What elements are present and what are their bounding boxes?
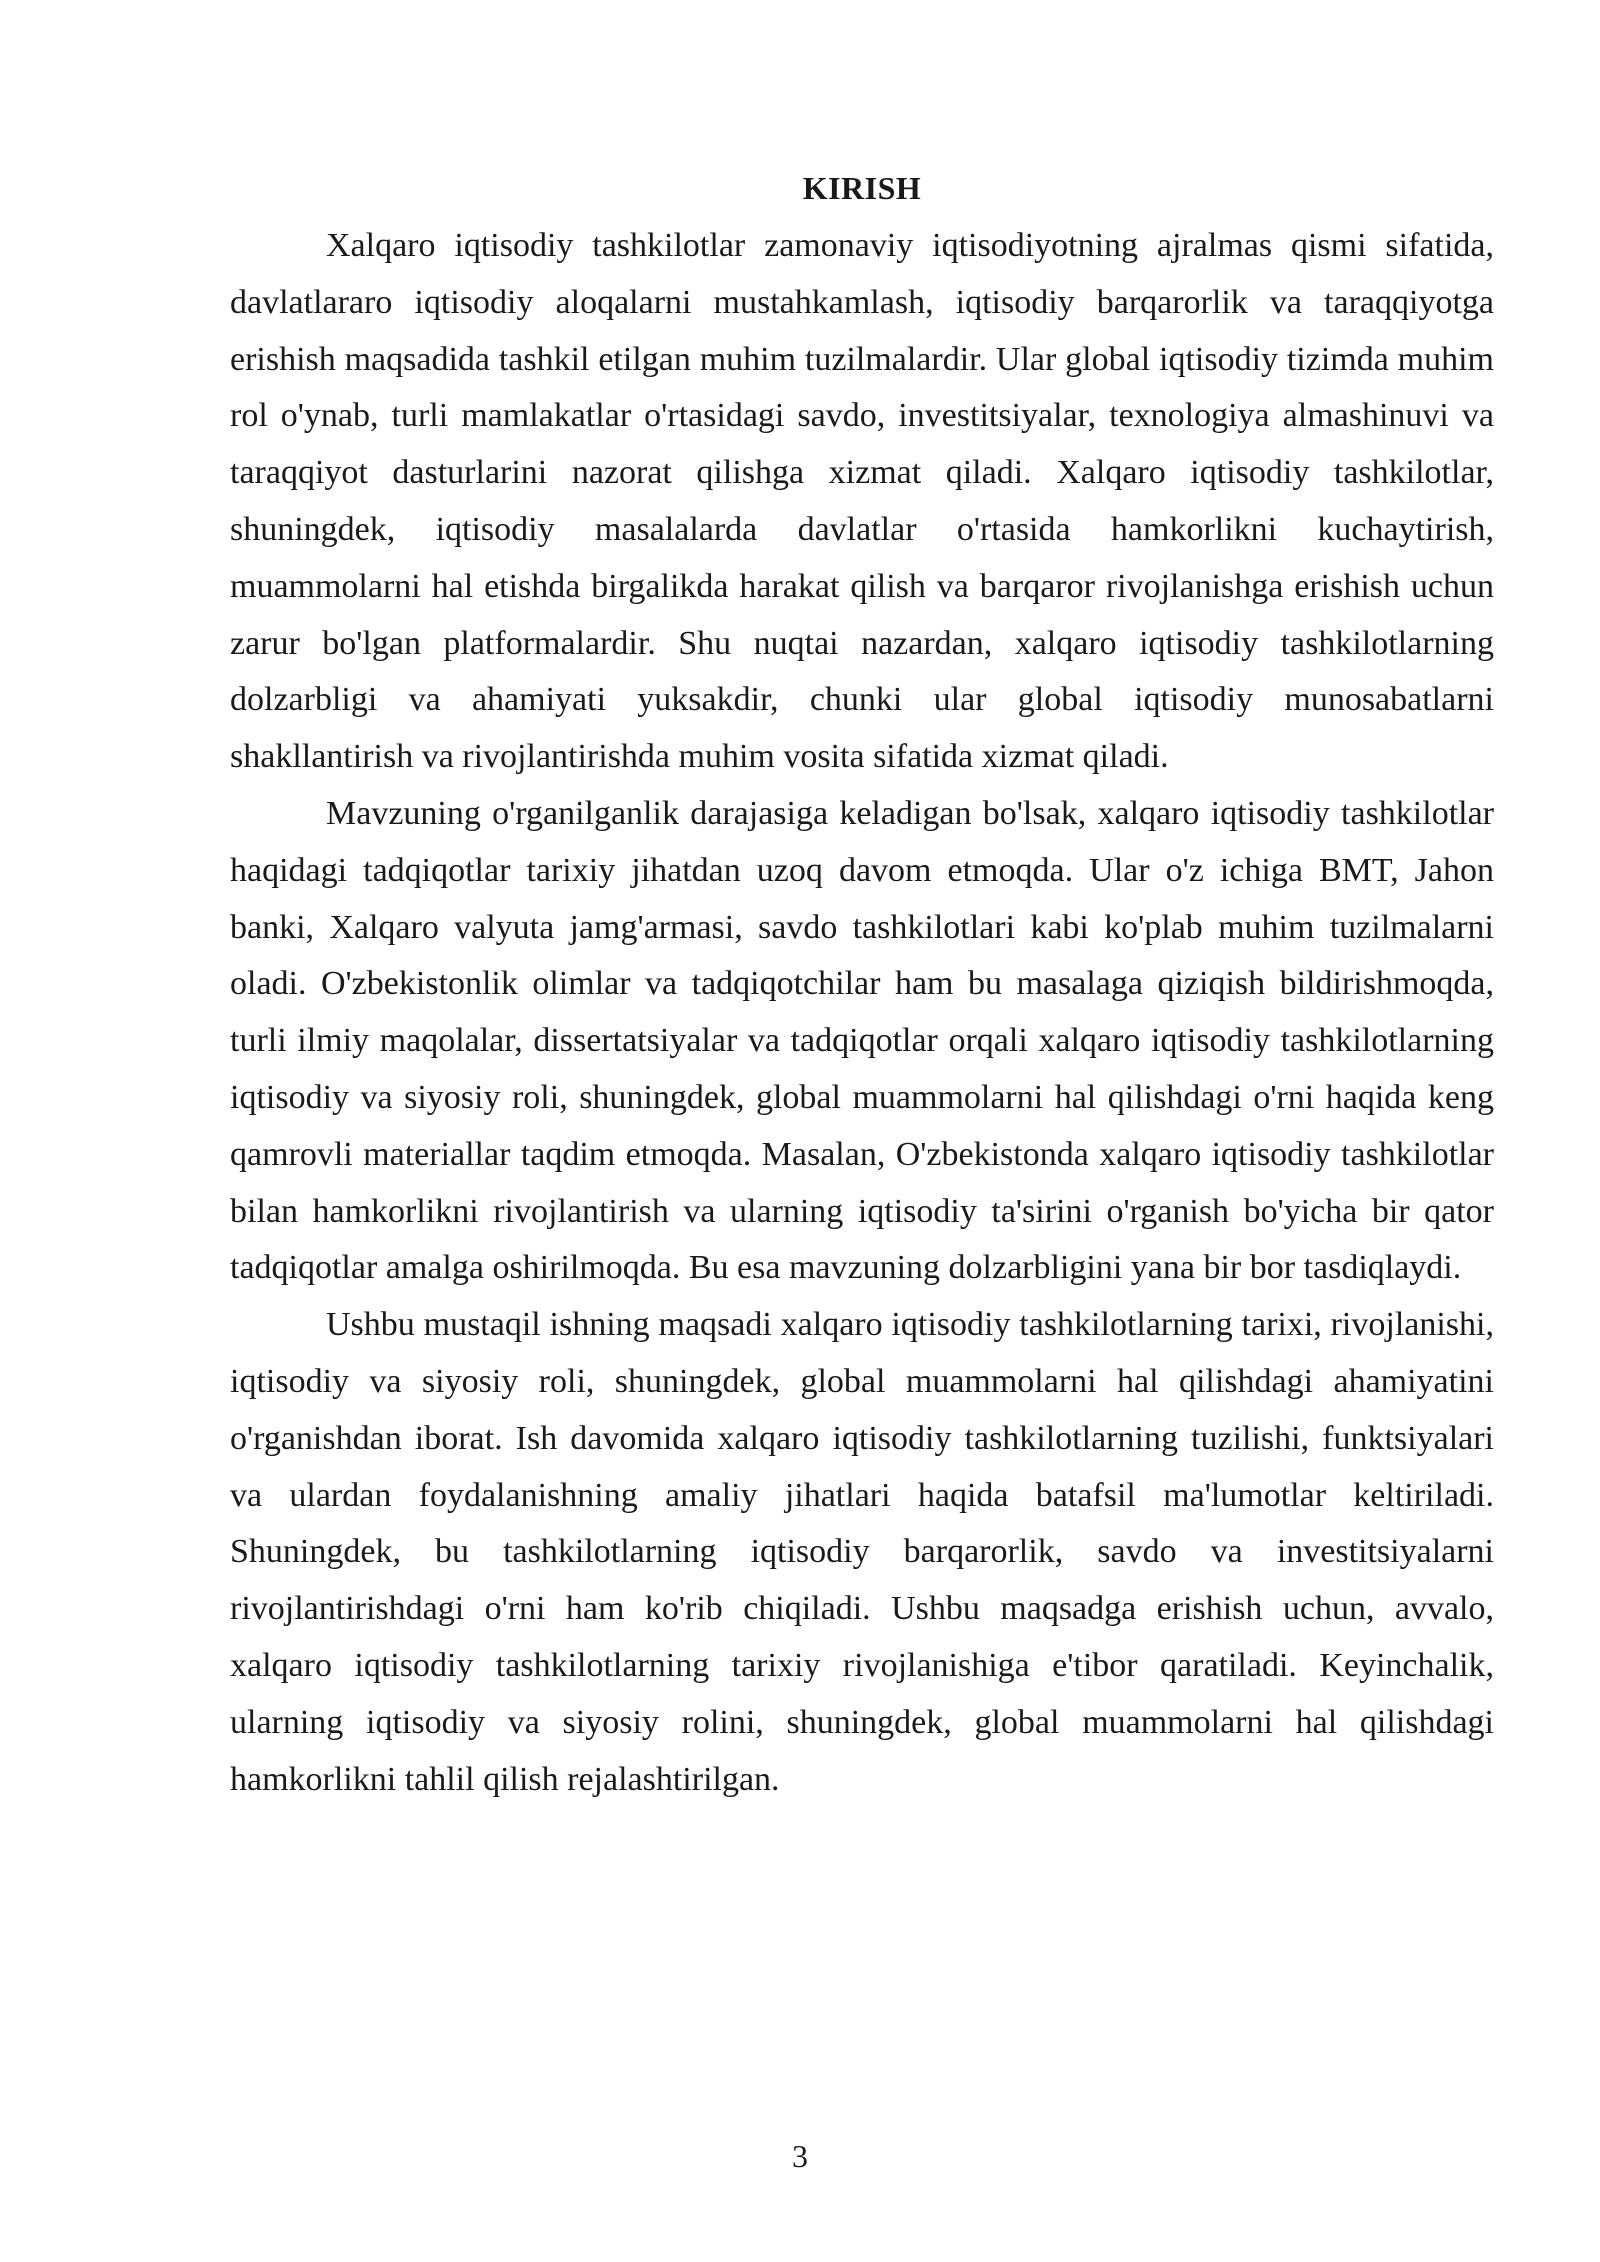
paragraph-work-goal: Ushbu mustaqil ishning maqsadi xalqaro iqtisodiy tashkilotlarning tarixi, rivojlanishi, iqtisodiy va siyosiy roli, shuningdek, global muammolarni hal qilishdagi ahamiyatini o'rganishdan iborat. Ish davomida xalqaro iqtisodiy tashkilotlarning tuzilishi, funktsiyalari va ulardan foydalanishning amaliy jihatlari haqida batafsil ma'lumotlar keltiriladi. Shuningdek, bu tashkilotlarning iqtisodiy barqarorlik, savdo va investitsiyalarni rivojlantirishdagi o'rni ham ko'rib chiqiladi. Ushbu maqsadga erishish uchun, avvalo, xalqaro iqtisodiy tashkilotlarning tarixiy rivojlanishiga e'tibor qaratiladi. Keyinchalik, ularning iqtisodiy va siyosiy rolini, shuningdek, global muammolarni hal qilishdagi hamkorlikni tahlil qilish rejalashtirilgan. bbox=[230, 1306, 1494, 1798]
page-content bbox=[230, 160, 1494, 1808]
paragraph-research-status: Mavzuning o'rganilganlik darajasiga keladigan bo'lsak, xalqaro iqtisodiy tashkilotlar haqidagi tadqiqotlar tarixiy jihatdan uzoq davom etmoqda. Ular o'z ichiga BMT, Jahon banki, Xalqaro valyuta jamg'armasi, savdo tashkilotlari kabi ko'plab muhim tuzilmalarni oladi. O'zbekistonlik olimlar va tadqiqotchilar ham bu masalaga qiziqish bildirishmoqda, turli ilmiy maqolalar, dissertatsiyalar va tadqiqotlar orqali xalqaro iqtisodiy tashkilotlarning iqtisodiy va siyosiy roli, shuningdek, global muammolarni hal qilishdagi o'rni haqida keng qamrovli materiallar taqdim etmoqda. Masalan, O'zbekistonda xalqaro iqtisodiy tashkilotlar bilan hamkorlikni rivojlantirish va ularning iqtisodiy ta'sirini o'rganish bo'yicha bir qator tadqiqotlar amalga oshirilmoqda. Bu esa mavzuning dolzarbligini yana bir bor tasdiqlaydi. bbox=[230, 794, 1494, 1287]
page-title: KIRISH bbox=[802, 170, 922, 206]
page-number: 3 bbox=[792, 2138, 808, 2174]
paragraph-introduction: Xalqaro iqtisodiy tashkilotlar zamonaviy iqtisodiyotning ajralmas qismi sifatida, davlatlararo iqtisodiy aloqalarni mustahkamlash, iqtisodiy barqarorlik va taraqqiyotga erishish maqsadida tashkil etilgan muhim tuzilmalardir. Ular global iqtisodiy tizimda muhim rol o'ynab, turli mamlakatlar o'rtasidagi savdo, investitsiyalar, texnologiya almashinuvi va taraqqiyot dasturlarini nazorat qilishga xizmat qiladi. Xalqaro iqtisodiy tashkilotlar, shuningdek, iqtisodiy masalalarda davlatlar o'rtasida hamkorlikni kuchaytirish, muammolarni hal etishda birgalikda harakat qilish va barqaror rivojlanishga erishish uchun zarur bo'lgan platformalardir. Shu nuqtai nazardan, xalqaro iqtisodiy tashkilotlarning dolzarbligi va ahamiyati yuksakdir, chunki ular global iqtisodiy munosabatlarni shakllantirish va rivojlantirishda muhim vosita sifatida xizmat qiladi. bbox=[230, 227, 1494, 776]
